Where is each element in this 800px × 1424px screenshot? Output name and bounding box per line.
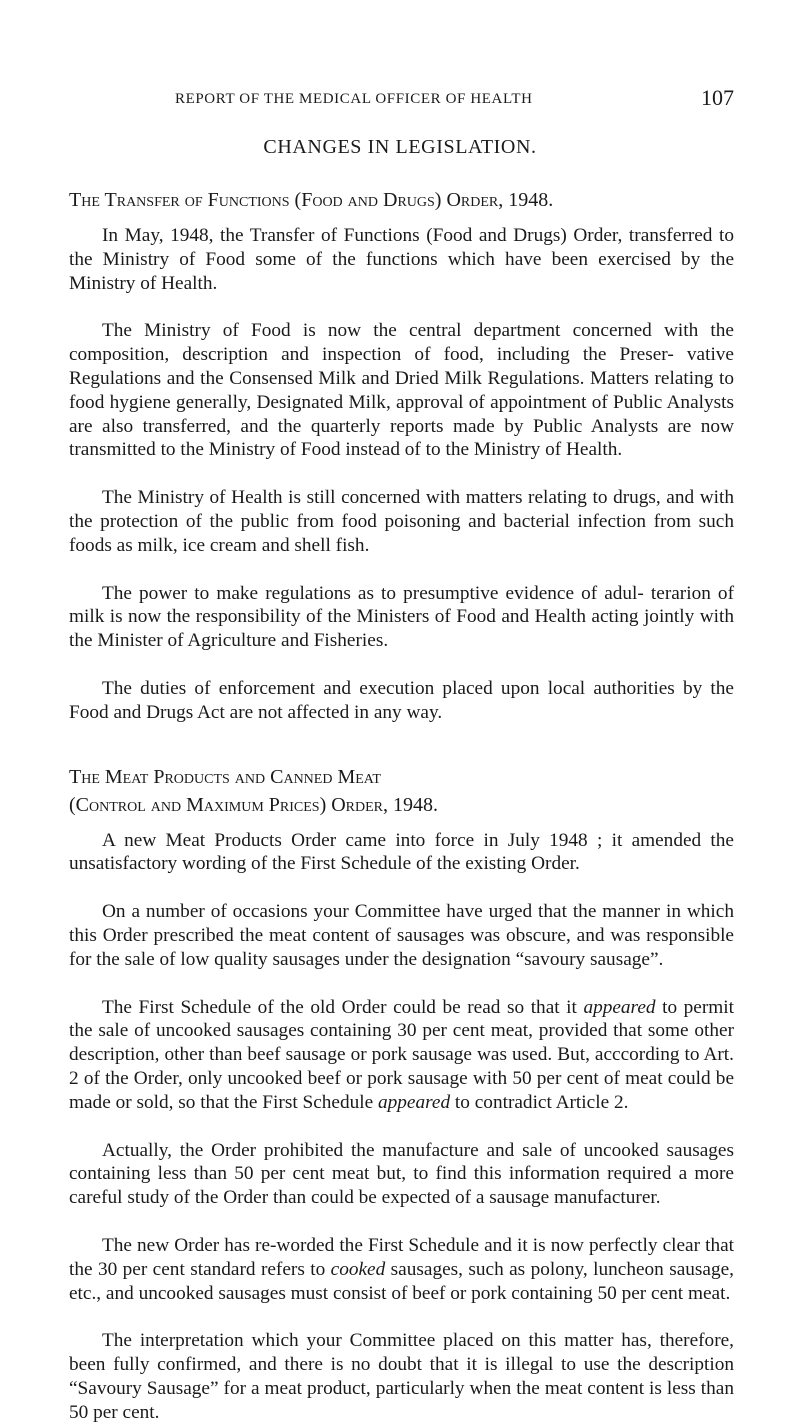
- paragraph: The Ministry of Food is now the central department concerned with the composition, description and inspection of food, including the Preser- vative Regulations and the Consensed Milk and Dried Milk Regulations. Matters relating to food hygiene generally, Designated Milk, approval of appointment of Public Analysts are also transferred, and the quarterly reports made by Public Analysts are now transmitted to the Ministry of Food instead of to the Ministry of Health.: [69, 320, 734, 461]
- paragraph: The duties of enforcement and execution placed upon local authorities by the Food and Drugs Act are not affected in any way.: [69, 677, 734, 723]
- paragraph: A new Meat Products Order came into force in July 1948 ; it amended the unsatisfactory wording of the First Schedule of the existing Order.: [69, 829, 734, 875]
- section-subheading-meat-products: (Control and Maximum Prices) Order, 1948.: [69, 793, 439, 816]
- body-text: [69, 186, 734, 1424]
- text-run: to permit the sale of uncooked sausages containing 30 per cent meat, provided that some other description, other than beef sausage or pork sausage was used. But, acccording to Art. 2 of the Order, only uncooked beef or pork sausage with 50 per cent of meat could be made or sold, so that the First Schedule: [69, 996, 734, 1113]
- emphasis: appeared: [583, 996, 656, 1018]
- paragraph: The Ministry of Health is still concerned with matters relating to drugs, and with the protection of the public from food poisoning and bacterial infection from such foods as milk, ice cream and shell fish.: [69, 487, 734, 556]
- paragraph: On a number of occasions your Committee have urged that the manner in which this Order prescribed the meat content of sausages was obscure, and was responsible for the sale of low quality sausages under the designation “savoury sausage”.: [69, 901, 734, 970]
- emphasis: cooked: [330, 1258, 386, 1280]
- paragraph: The interpretation which your Committee placed on this matter has, therefore, been fully confirmed, and there is no doubt that it is illegal to use the description “Savoury Sausage” for a meat product, particularly when the meat content is less than 50 per cent.: [69, 1330, 734, 1423]
- paragraph: Actually, the Order prohibited the manufacture and sale of uncooked sausages containing less than 50 per cent meat but, to find this information required a more careful study of the Order than could be expected of a sausage manufacturer.: [69, 1139, 734, 1209]
- text-run: sausages, such as polony, luncheon sausage, etc., and uncooked sausages must consist of beef or pork containing 50 per cent meat.: [69, 1258, 735, 1304]
- emphasis: appeared: [378, 1091, 451, 1113]
- text-run: to contradict Article 2.: [450, 1091, 629, 1113]
- page-title: CHANGES IN LEGISLATION.: [263, 136, 537, 158]
- paragraph: The power to make regulations as to presumptive evidence of adul- terarion of milk is now the responsibility of the Ministers of Food and Health acting jointly with the Minister of Agriculture and Fisheries.: [69, 582, 734, 652]
- text-run: The First Schedule of the old Order could be read so that it: [102, 996, 584, 1018]
- paragraph: [69, 996, 734, 1115]
- text-run: The new Order has re-worded the First Schedule and it is now perfectly clear that the 30 per cent standard refers to: [69, 1234, 734, 1280]
- paragraph: In May, 1948, the Transfer of Functions (Food and Drugs) Order, transferred to the Ministry of Food some of the functions which have been exercised by the Ministry of Health.: [69, 225, 734, 294]
- section-heading-transfer-of-functions: The Transfer of Functions (Food and Drugs) Order, 1948.: [69, 189, 554, 211]
- page-number: 107: [701, 85, 734, 110]
- running-title: REPORT OF THE MEDICAL OFFICER OF HEALTH: [175, 91, 533, 107]
- paragraph: [69, 1234, 734, 1305]
- section-heading-meat-products: The Meat Products and Canned Meat: [69, 765, 381, 788]
